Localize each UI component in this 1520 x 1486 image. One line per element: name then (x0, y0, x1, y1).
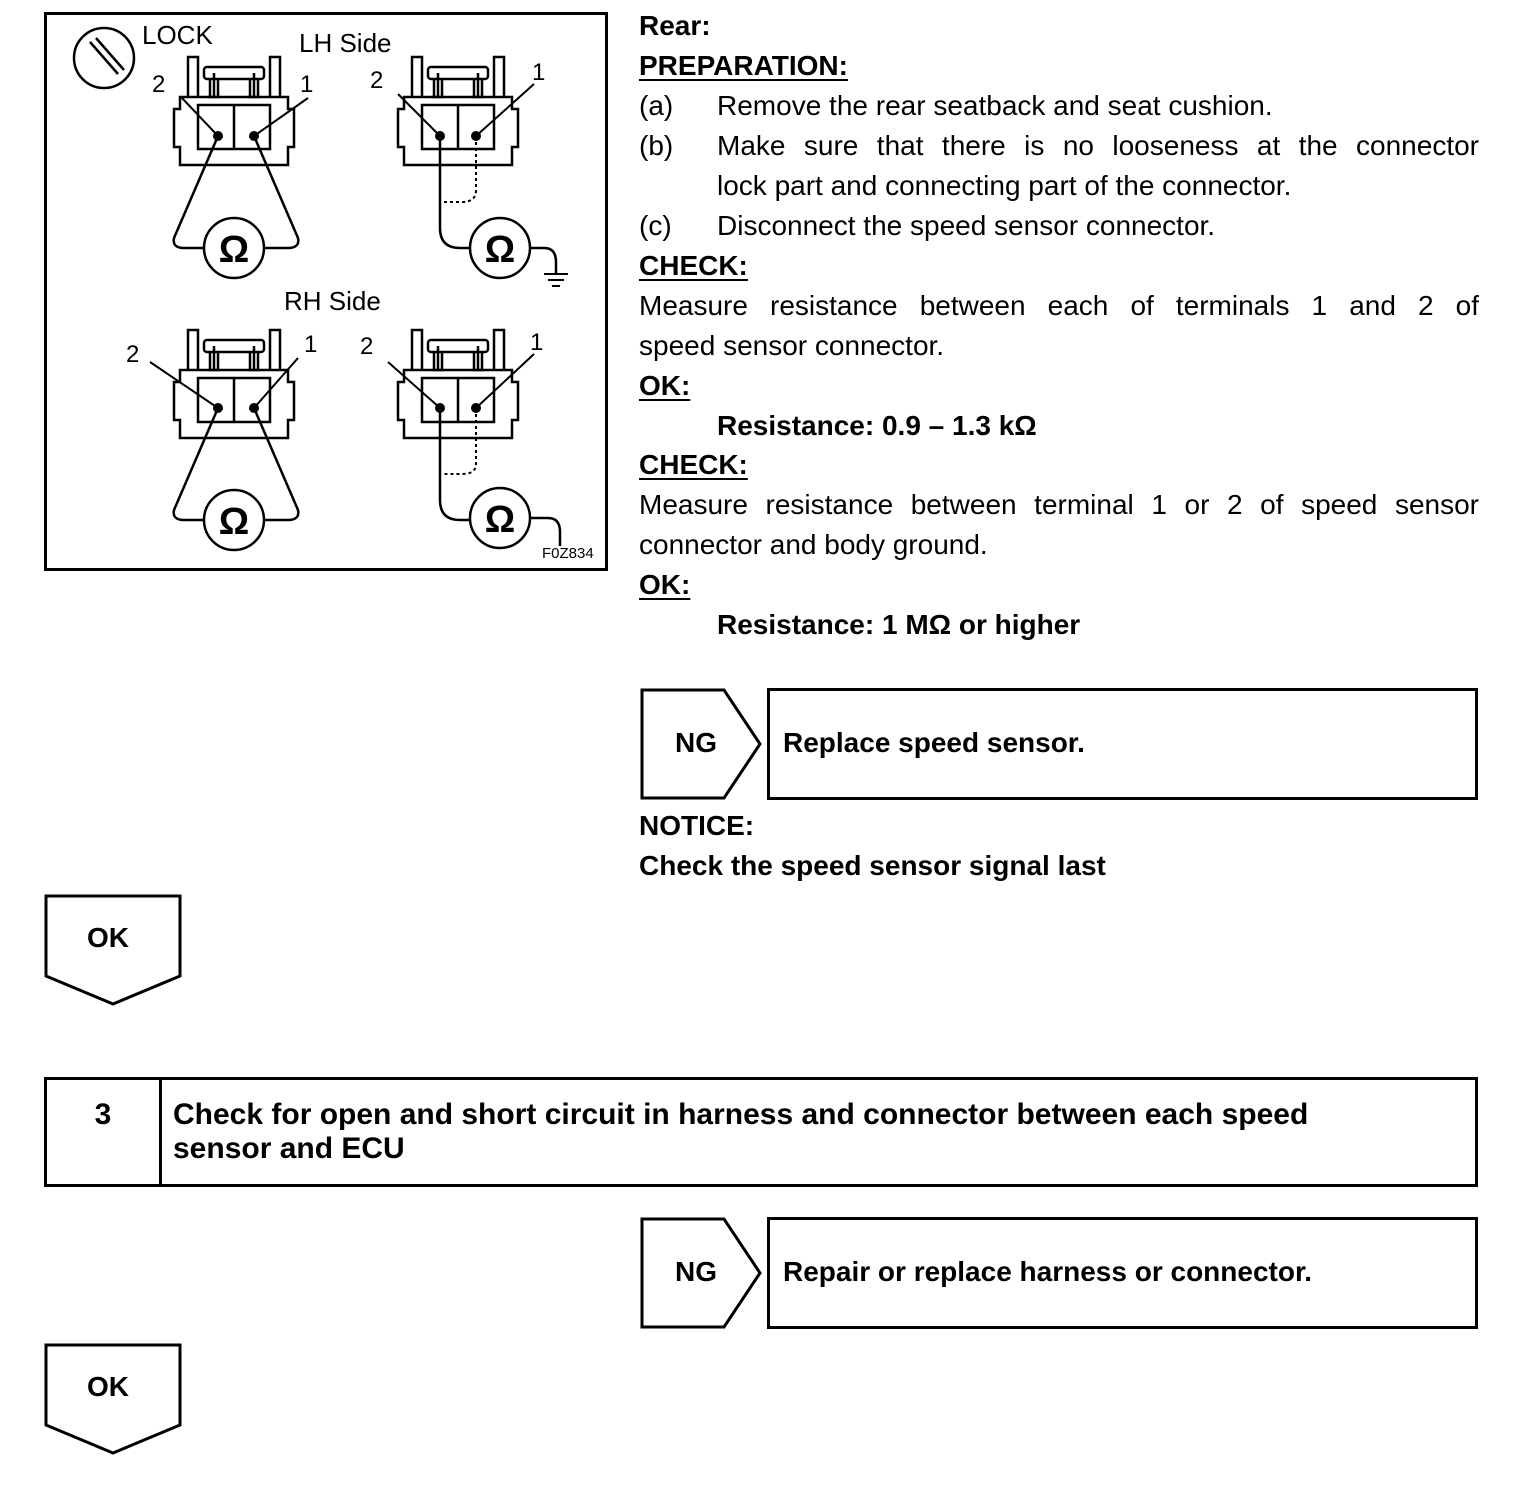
lh-connector-terminals (152, 57, 313, 278)
step-number: 3 (94, 1098, 112, 1131)
rh-connector-terminals (126, 330, 317, 550)
ohm-symbol: Ω (218, 501, 250, 543)
rh-side-label: RH Side (284, 286, 381, 316)
ground-icon (544, 274, 568, 286)
step-number-cell (47, 1080, 162, 1184)
check-text: Measure resistance between terminal 1 or 2 of speed sensor (639, 489, 1479, 520)
ng-action-text: Replace speed sensor. (783, 727, 1085, 758)
pin-label-1: 1 (532, 59, 546, 86)
ohm-symbol: Ω (484, 499, 516, 541)
check-heading: CHECK: (639, 250, 748, 281)
check-text-continued: speed sensor connector. (639, 330, 945, 361)
ng-label: NG (675, 727, 717, 758)
pin-label-1: 1 (530, 329, 544, 356)
pin-label-1: 1 (304, 331, 318, 358)
step-title-line: sensor and ECU (173, 1132, 405, 1165)
lh-connector-ground (370, 57, 568, 286)
check-text: Measure resistance between each of terminals 1 and 2 of (639, 290, 1479, 321)
ng-label: NG (675, 1256, 717, 1287)
lh-side-label: LH Side (299, 28, 392, 58)
ok-heading: OK: (639, 370, 691, 401)
rh-connector-ground (360, 329, 560, 548)
pin-label-2: 2 (126, 341, 140, 368)
check-heading: CHECK: (639, 449, 748, 480)
notice-heading: NOTICE: (639, 810, 755, 841)
ohm-symbol: Ω (218, 229, 250, 271)
ok-heading: OK: (639, 569, 691, 600)
ohm-symbol: Ω (484, 229, 516, 271)
lock-label: LOCK (142, 20, 213, 50)
step-marker: (b) (639, 130, 674, 161)
step-text: Disconnect the speed sensor connector. (717, 210, 1216, 241)
rear-heading: Rear: (639, 10, 711, 41)
check-text-continued: connector and body ground. (639, 529, 988, 560)
ok-label: OK (87, 922, 129, 953)
pin-label-2: 2 (360, 333, 374, 360)
ok-resistance-value: Resistance: 1 MΩ or higher (717, 609, 1081, 640)
lock-icon (74, 28, 134, 88)
ok-label: OK (87, 1371, 129, 1402)
pin-label-2: 2 (152, 71, 166, 98)
pin-label-2: 2 (370, 67, 384, 94)
step-text: Remove the rear seatback and seat cushion. (717, 90, 1273, 121)
step-title (173, 1098, 1463, 1166)
notice-text: Check the speed sensor signal last (639, 850, 1106, 881)
pin-label-1: 1 (300, 71, 314, 98)
connector-diagram (44, 12, 608, 572)
step-title-line: Check for open and short circuit in harness and connector between each speed (173, 1098, 1309, 1131)
step-marker: (c) (639, 210, 672, 241)
step-3-header (44, 1077, 1478, 1187)
ng-action-text: Repair or replace harness or connector. (783, 1256, 1313, 1287)
step-marker: (a) (639, 90, 674, 121)
ok-resistance-value: Resistance: 0.9 – 1.3 kΩ (717, 410, 1037, 441)
step-text: Make sure that there is no looseness at the connector (717, 130, 1479, 161)
preparation-heading: PREPARATION: (639, 50, 848, 81)
figure-code: F0Z834 (542, 545, 594, 562)
step-text-continued: lock part and connecting part of the connector. (717, 170, 1292, 201)
